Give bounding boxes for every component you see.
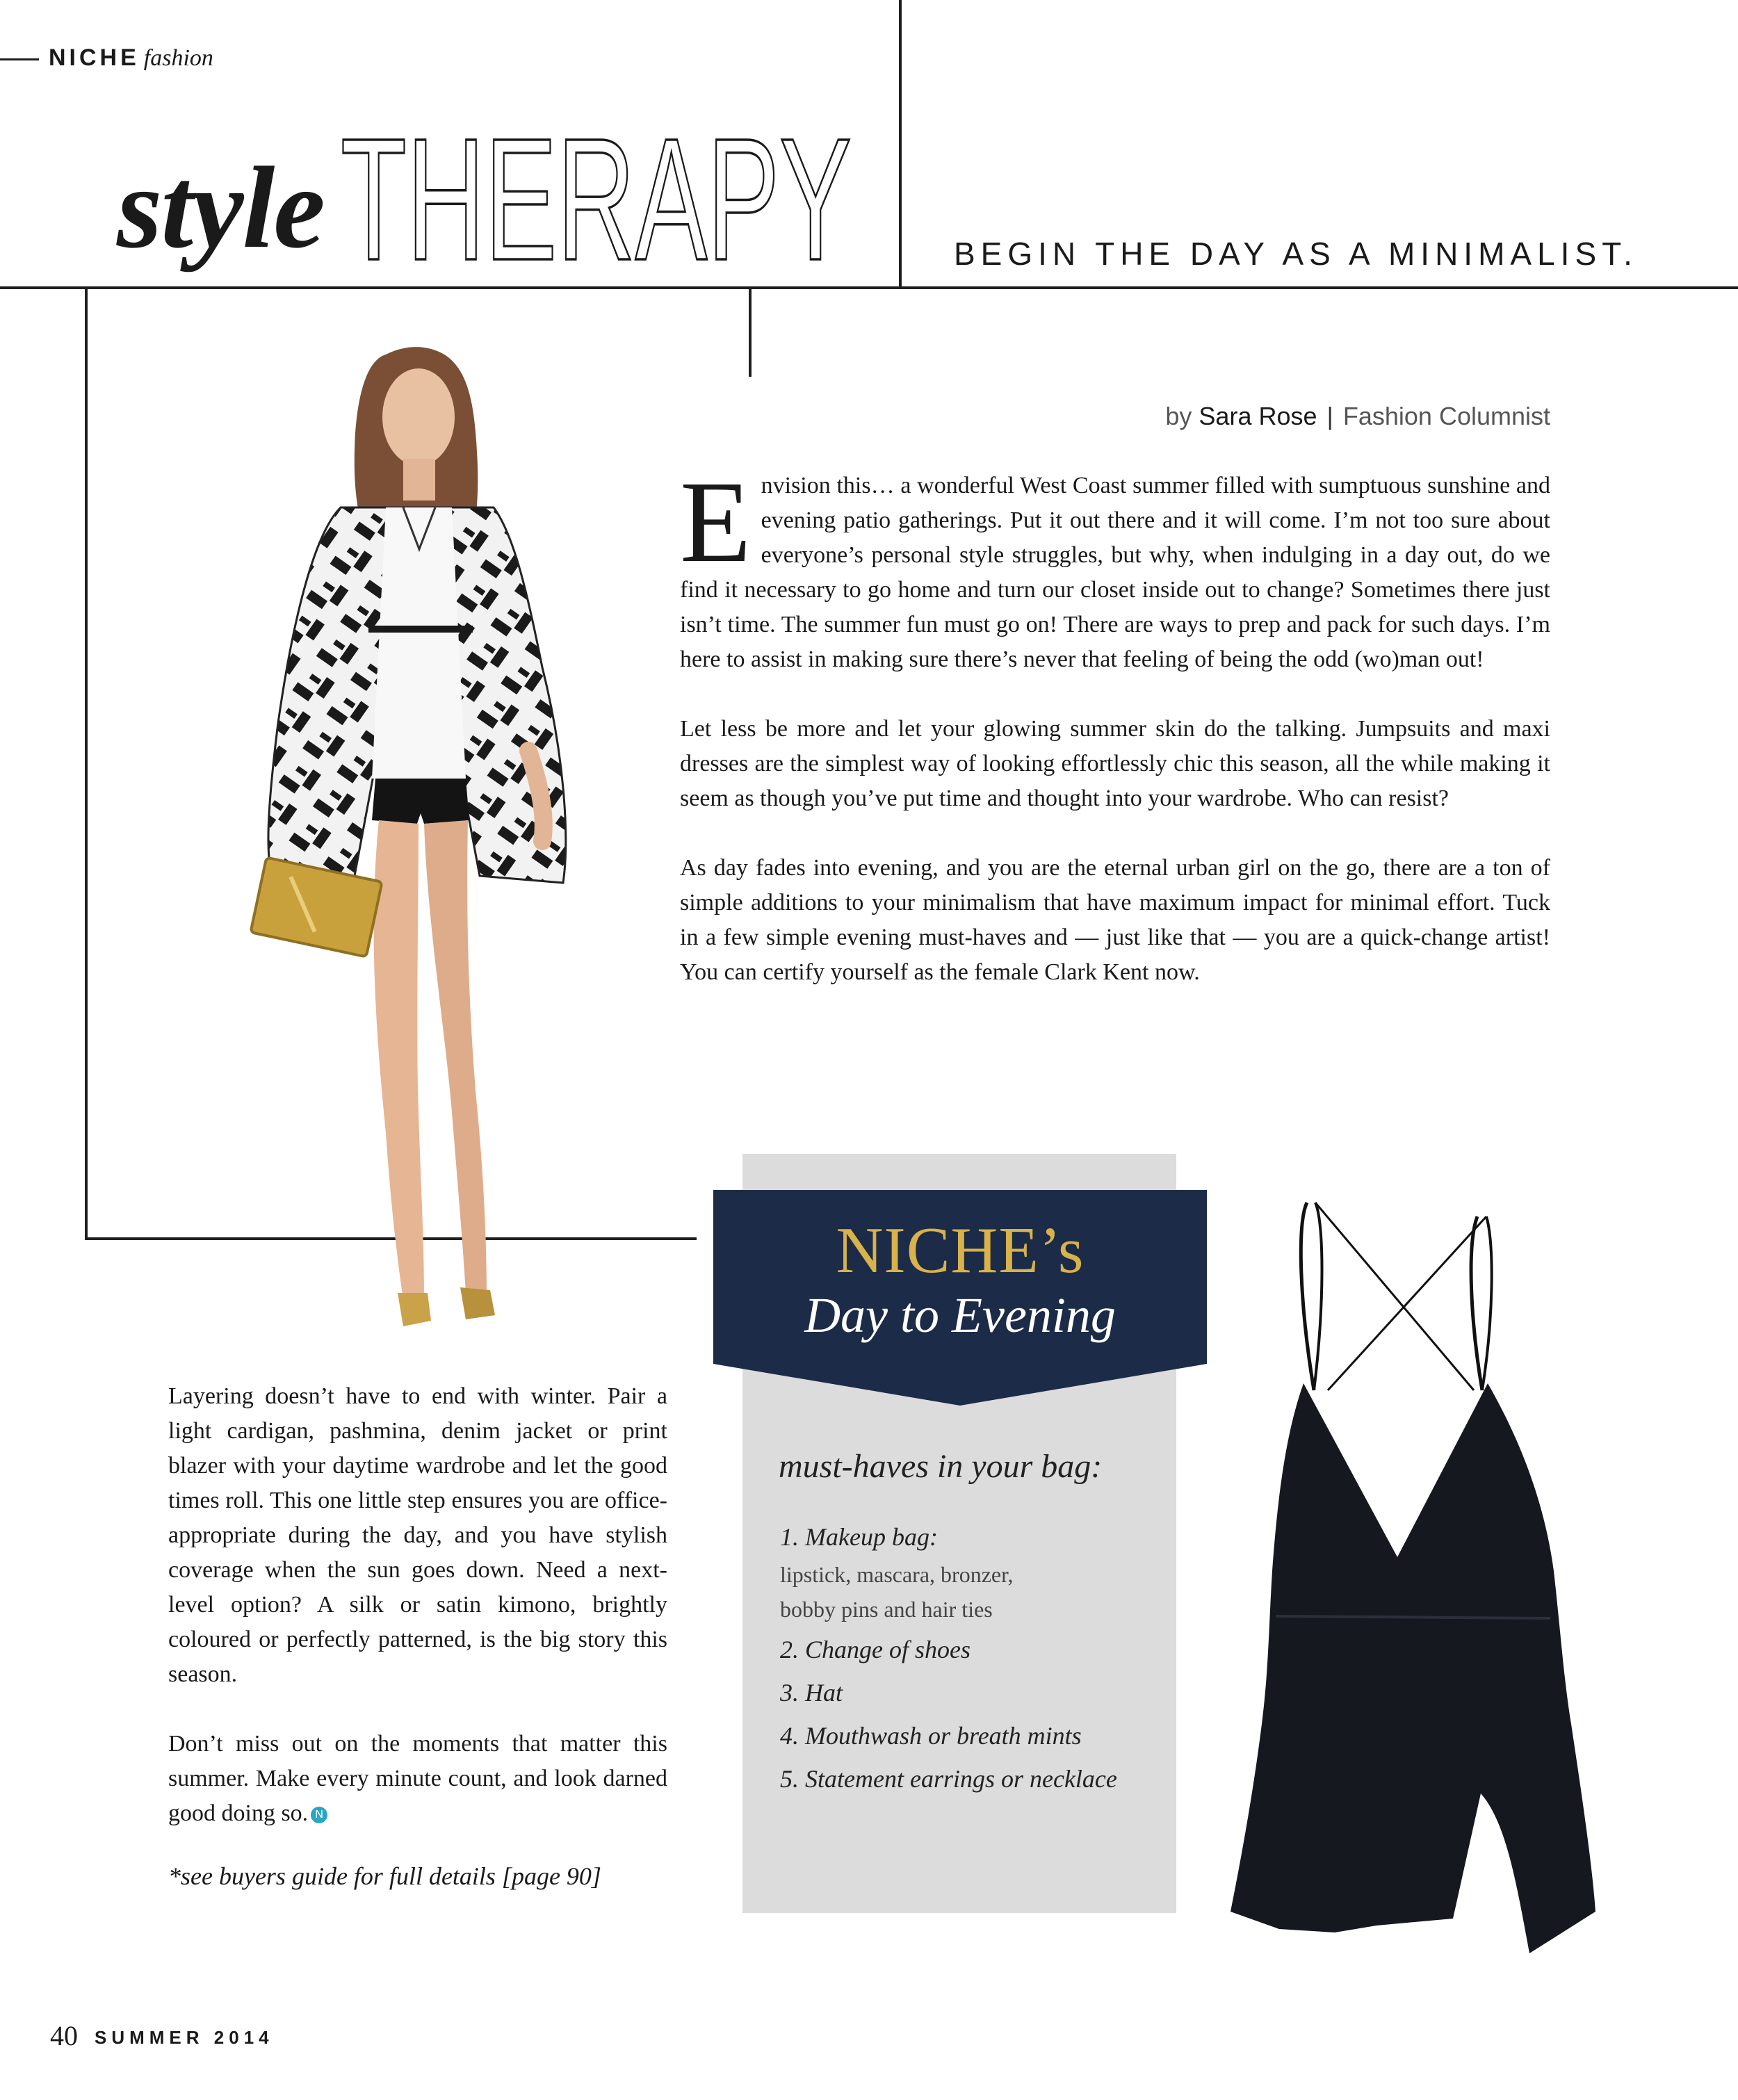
must-have-item-4: 4. Mouthwash or breath mints [780, 1722, 1082, 1750]
article-main-text [680, 457, 1550, 1025]
gold-clutch [250, 858, 382, 957]
header-top-rule [0, 58, 39, 60]
issue-label: SUMMER 2014 [95, 2027, 274, 2048]
frame-inner-vertical [749, 286, 752, 377]
title-display-text: THERAPY [341, 117, 852, 270]
title-display [341, 117, 855, 270]
byline-author: Sara Rose [1199, 402, 1317, 430]
side-paragraph-2-text: Don’t miss out on the moments that matter this summer. Make every minute count, and look darned good doing so. [168, 1731, 667, 1826]
tagline: BEGIN THE DAY AS A MINIMALIST. [954, 236, 1638, 272]
byline-separator: | [1326, 402, 1333, 430]
item1-detail-line-2: bobby pins and hair ties [780, 1597, 993, 1622]
byline-role: Fashion Columnist [1342, 402, 1550, 430]
face [382, 368, 455, 466]
shoe-left [398, 1293, 431, 1326]
article-paragraph-1-text: nvision this… a wonderful West Coast summer filled with sumptuous sunshine and evening patio gatherings. Put it out there and it will come. I’m not too sure about everyone’s personal style struggles, but why, when indulging in a day out, do we find it necessary to go home and turn our closet inside out to change? Sometimes there just isn’t time. The summer fun must go on! There are ways to prep and pack for such days. I’m here to assist in making sure there’s never that feeling of being the odd (wo)man out! [680, 473, 1550, 672]
shorts [372, 779, 469, 824]
side-paragraph-1: Layering doesn’t have to end with winter. Pair a light cardigan, pashmina, denim jacket or print blazer with your daytime wardrobe and let the good times roll. This one little step ensures you are office-appropriate during the day, and you have stylish coverage when the sun goes down. Need a next-level option? A silk or satin kimono, brightly coloured or perfectly patterned, is the big story this season. [168, 1383, 667, 1687]
must-have-item-2: 2. Change of shoes [780, 1636, 970, 1663]
section-sub: fashion [143, 45, 213, 71]
item1-detail-line-1: lipstick, mascara, bronzer, [780, 1562, 1014, 1587]
banner-title: NICHE’s [836, 1214, 1085, 1287]
must-haves-heading: must-haves in your bag: [779, 1448, 1103, 1485]
frame-left-vertical [85, 286, 88, 1240]
leg-right [424, 820, 487, 1296]
must-have-item-1: 1. Makeup bag: [780, 1523, 938, 1551]
must-have-item-3: 3. Hat [780, 1679, 843, 1707]
banner-subtitle: Day to Evening [804, 1287, 1116, 1343]
article-paragraph-1 [680, 457, 1550, 677]
byline [1165, 402, 1550, 431]
side-paragraph-2 [168, 1727, 667, 1831]
buyers-guide-footnote: *see buyers guide for full details [page 90] [168, 1862, 601, 1890]
must-have-item-1-detail [780, 1557, 1013, 1627]
drop-cap: E [680, 457, 752, 587]
must-have-item-5: 5. Statement earrings or necklace [780, 1765, 1117, 1793]
section-brand: NICHE [49, 44, 140, 71]
title-script: style [117, 143, 324, 272]
article-paragraph-2: Let less be more and let your glowing summer skin do the talking. Jumpsuits and maxi dresses are the simplest way of looking effortlessly chic this season, all the while making it seem as though you’ve put time and thought into your wardrobe. Who can resist? [680, 716, 1550, 811]
article-side-text [168, 1379, 667, 1866]
shoe-right [460, 1287, 495, 1319]
header-right-rule [899, 286, 1738, 289]
romper-body [1231, 1383, 1595, 1953]
end-mark-icon: N [311, 1807, 327, 1823]
romper-photo [1126, 1182, 1613, 1967]
page-number: 40 [50, 2020, 78, 2051]
header-vertical-divider [899, 0, 902, 288]
article-paragraph-3: As day fades into evening, and you are the eternal urban girl on the go, there are a ton of simple additions to your minimalism that have maximum impact for minimal effort. Tuck in a few simple evening must-haves and — just like that — you are a quick-change artist! You can certify yourself as the female Clark Kent now. [680, 855, 1550, 985]
model-photo [236, 334, 626, 1356]
header-left-rule [0, 286, 900, 289]
byline-prefix: by [1165, 402, 1192, 430]
section-label [49, 44, 213, 72]
